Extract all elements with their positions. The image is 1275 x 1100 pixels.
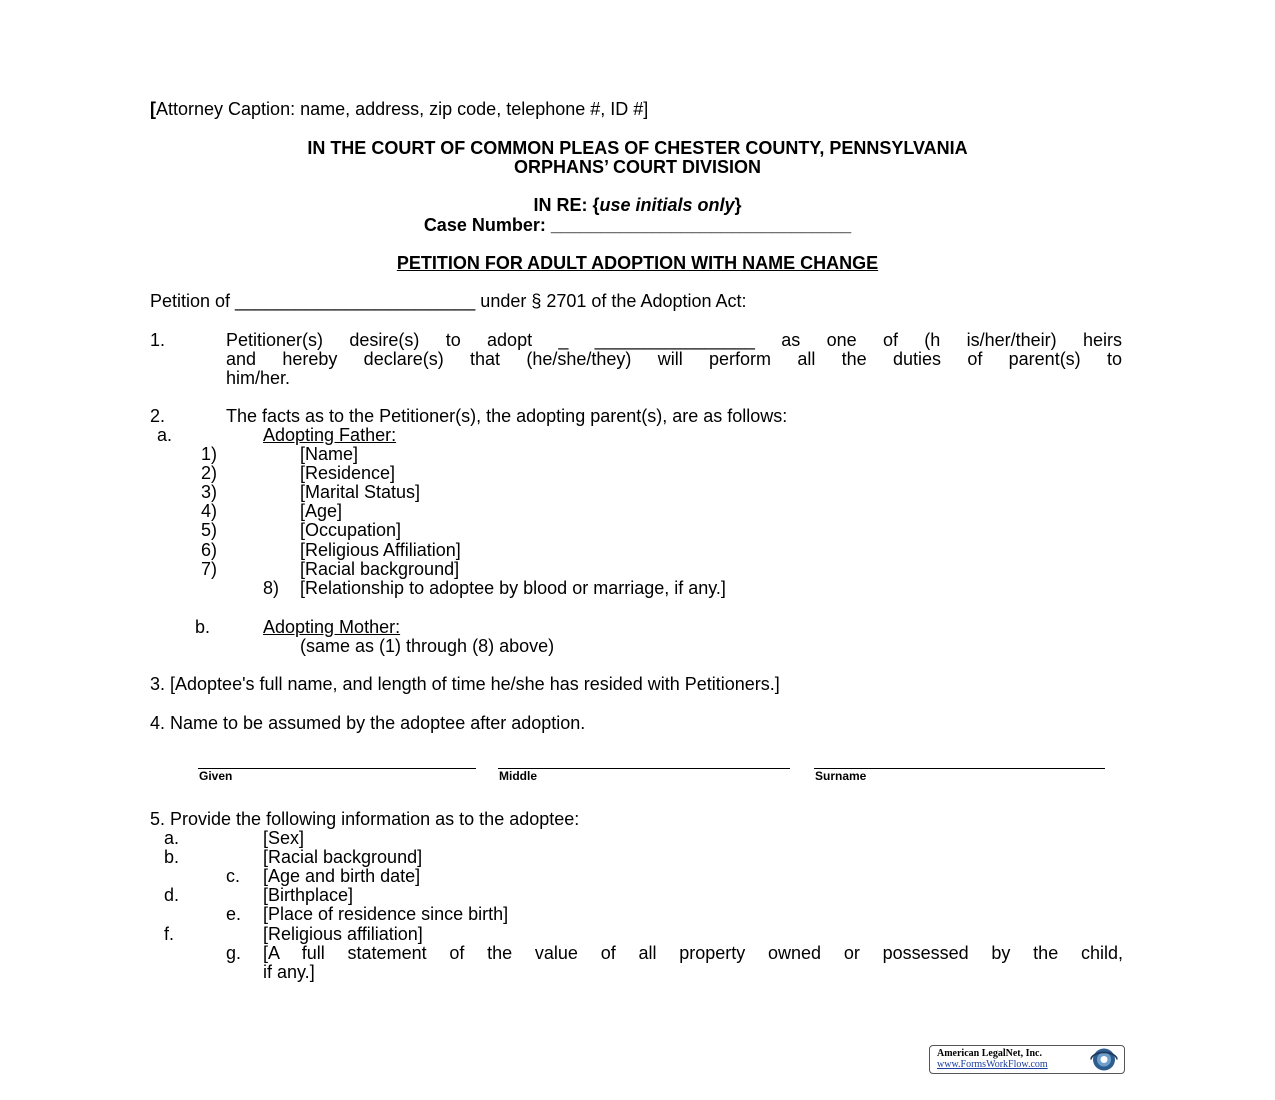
publisher-logo[interactable] <box>929 1045 1125 1074</box>
adoptee-item-text: [Sex] <box>263 828 305 848</box>
sub-b-label: b. <box>195 617 211 637</box>
court-name: IN THE COURT OF COMMON PLEAS OF CHESTER COUNTY, PENNSYLVANIA <box>307 138 968 158</box>
middle-name-line <box>498 768 790 769</box>
para-3: 3. [Adoptee's full name, and length of time he/she has resided with Petitioners.] <box>150 674 780 694</box>
father-item-number: 8) <box>263 578 280 598</box>
adopting-father-title: Adopting Father: <box>263 425 397 445</box>
given-label: Given <box>199 769 233 783</box>
para-1-line2: and hereby declare(s) that (he/she/they) will perform all the duties of parent(s) to <box>226 349 1122 369</box>
attorney-caption: [Attorney Caption: name, address, zip code, telephone #, ID #] <box>150 99 649 119</box>
court-division: ORPHANS’ COURT DIVISION <box>513 157 762 177</box>
adoptee-item-text: [Age and birth date] <box>263 866 421 886</box>
father-item-number: 2) <box>201 463 218 483</box>
father-item-text: [Marital Status] <box>300 482 421 502</box>
para-1-line3: him/her. <box>226 368 291 388</box>
adopting-mother-text: (same as (1) through (8) above) <box>300 636 555 656</box>
adoptee-item-text: [Birthplace] <box>263 885 354 905</box>
petition-intro: Petition of ________________________ under § 2701 of the Adoption Act: <box>150 291 747 311</box>
adopting-mother-title: Adopting Mother: <box>263 617 401 637</box>
father-item-text: [Residence] <box>300 463 396 483</box>
para-2-text: The facts as to the Petitioner(s), the adopting parent(s), are as follows: <box>226 406 788 426</box>
adoptee-item-letter: a. <box>164 828 180 848</box>
adoptee-item-letter: e. <box>226 904 242 924</box>
globe-icon <box>1087 1047 1121 1072</box>
father-item-text: [Racial background] <box>300 559 460 579</box>
para-4: 4. Name to be assumed by the adoptee after adoption. <box>150 713 586 733</box>
father-item-text: [Religious Affiliation] <box>300 540 461 560</box>
adoptee-item-letter: d. <box>164 885 180 905</box>
father-item-number: 3) <box>201 482 218 502</box>
in-re-line: IN RE: {use initials only} <box>533 195 742 215</box>
adoptee-item-letter: g. <box>226 943 242 963</box>
father-item-text: [Relationship to adoptee by blood or marriage, if any.] <box>300 578 726 598</box>
adoptee-item-text: [A full statement of the value of all property owned or possessed by the child, <box>263 943 1123 963</box>
father-item-number: 6) <box>201 540 218 560</box>
adoptee-item-letter: b. <box>164 847 180 867</box>
father-item-number: 4) <box>201 501 218 521</box>
father-item-number: 1) <box>201 444 218 464</box>
father-item-number: 7) <box>201 559 218 579</box>
surname-label: Surname <box>815 769 867 783</box>
father-item-text: [Age] <box>300 501 343 521</box>
adoptee-item-text: [Religious affiliation] <box>263 924 423 944</box>
father-item-number: 5) <box>201 520 218 540</box>
father-item-text: [Occupation] <box>300 520 402 540</box>
adoptee-item-text: [Place of residence since birth] <box>263 904 509 924</box>
adoptee-item-text: [Racial background] <box>263 847 423 867</box>
page-title: PETITION FOR ADULT ADOPTION WITH NAME CHANGE <box>396 253 879 273</box>
publisher-name: American LegalNet, Inc. <box>937 1048 1042 1059</box>
adoptee-item-letter: c. <box>226 866 241 886</box>
middle-label: Middle <box>499 769 537 783</box>
adoptee-item-letter: f. <box>164 924 175 944</box>
publisher-url[interactable]: www.FormsWorkFlow.com <box>937 1059 1048 1070</box>
case-number: Case Number: ______________________________ <box>423 215 852 235</box>
para-2-number: 2. <box>150 406 166 426</box>
para-1-line1: Petitioner(s) desire(s) to adopt _ ________________ as one of (h is/her/their) heirs <box>226 330 1122 350</box>
father-item-text: [Name] <box>300 444 359 464</box>
adoptee-item-continuation: if any.] <box>263 962 315 982</box>
para-5: 5. Provide the following information as to the adoptee: <box>150 809 580 829</box>
para-1-number: 1. <box>150 330 166 350</box>
given-name-line <box>198 768 476 769</box>
sub-a-label: a. <box>157 425 173 445</box>
